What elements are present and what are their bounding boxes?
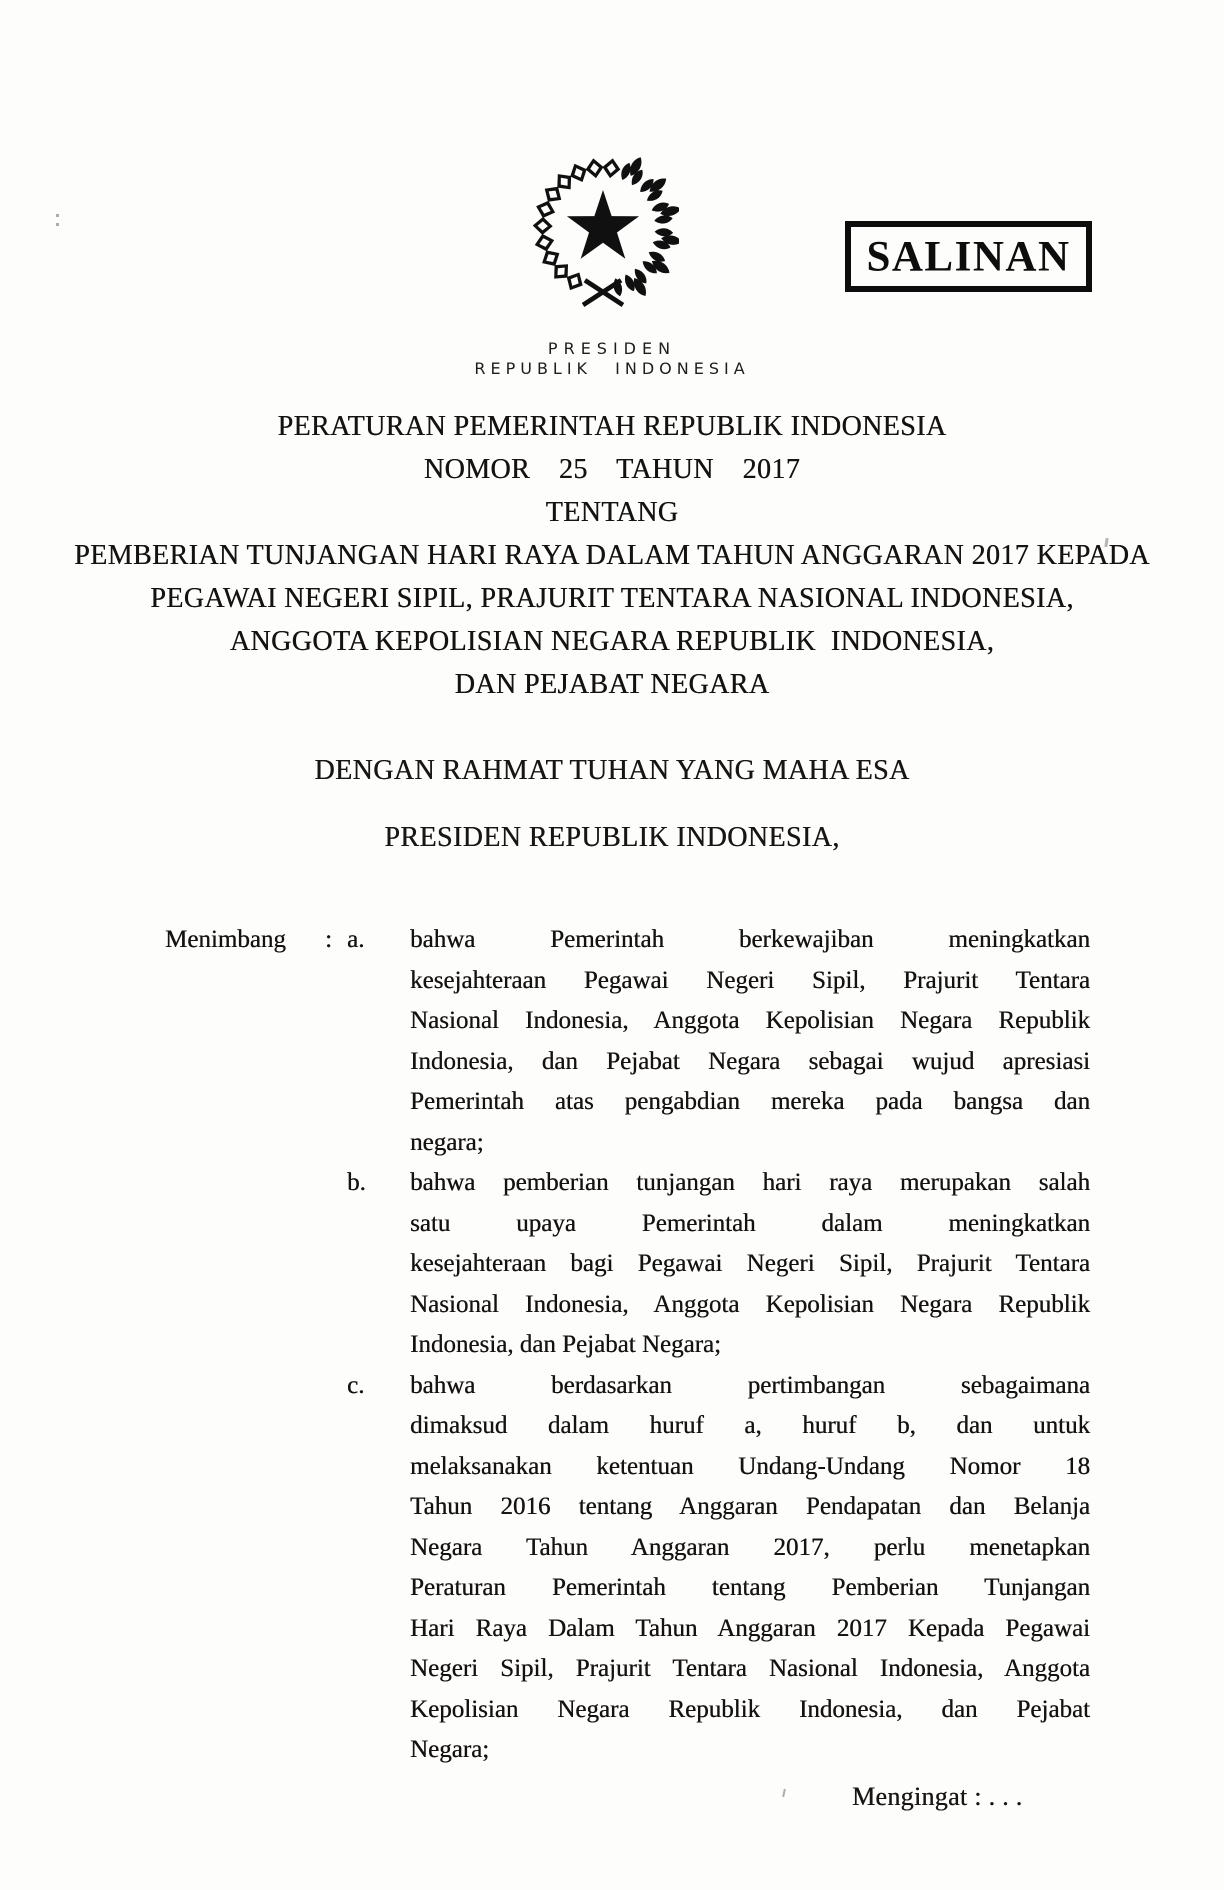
letterhead	[0, 339, 1224, 380]
text-line: Nasional Indonesia, Anggota Kepolisian Negara Republik	[410, 1290, 1090, 1318]
catchword-mengingat: Mengingat : . . .	[852, 1782, 1023, 1811]
text-line: Indonesia, dan Pejabat Negara sebagai wujud apresiasi	[410, 1047, 1090, 1075]
scan-artifact	[56, 214, 59, 217]
text-line: Peraturan Pemerintah tentang Pemberian Tunjangan	[410, 1574, 1090, 1601]
text-line: dimaksud dalam huruf a, huruf b, dan untuk	[410, 1412, 1090, 1439]
scan-artifact	[782, 1789, 786, 1797]
title-subject-line-3: ANGGOTA KEPOLISIAN NEGARA REPUBLIK INDONESIA,	[229, 626, 995, 657]
text-line: kesejahteraan Pegawai Negeri Sipil, Prajurit Tentara	[410, 966, 1090, 994]
text-line: Nasional Indonesia, Anggota Kepolisian Negara Republik	[410, 1007, 1090, 1034]
text-line: Negara;	[410, 1736, 490, 1763]
letterhead-republik-indonesia: REPUBLIK INDONESIA	[474, 359, 750, 378]
title-number: NOMOR 25 TAHUN 2017	[423, 454, 801, 485]
item-text	[410, 1366, 1090, 1771]
text-line: Pemerintah atas pengabdian mereka pada bangsa dan	[410, 1088, 1090, 1115]
text-line: Tahun 2016 tentang Anggaran Pendapatan dan Belanja	[410, 1493, 1090, 1520]
salinan-stamp	[845, 221, 1092, 292]
item-text	[410, 1163, 1090, 1366]
item-text	[410, 920, 1090, 1163]
text-line: melaksanakan ketentuan Undang-Undang Nomor 18	[410, 1452, 1090, 1480]
consideration-item-c	[165, 1366, 1090, 1771]
text-line: bahwa pemberian tunjangan hari raya merupakan salah	[410, 1169, 1090, 1196]
text-line: Hari Raya Dalam Tahun Anggaran 2017 Kepada Pegawai	[410, 1614, 1090, 1642]
title-block	[0, 405, 1224, 706]
text-line: Kepolisian Negara Republik Indonesia, dan Pejabat	[410, 1695, 1090, 1723]
title-subject-line-2: PEGAWAI NEGERI SIPIL, PRAJURIT TENTARA NASIONAL INDONESIA,	[150, 583, 1074, 614]
star-icon	[567, 190, 639, 259]
consideration-item-a	[165, 920, 1090, 1163]
title-regulation: PERATURAN PEMERINTAH REPUBLIK INDONESIA	[277, 411, 947, 442]
title-subject-line-1: PEMBERIAN TUNJANGAN HARI RAYA DALAM TAHUN ANGGARAN 2017 KEPADA	[74, 540, 1150, 571]
text-line: Negeri Sipil, Prajurit Tentara Nasional Indonesia, Anggota	[410, 1655, 1090, 1682]
title-subject-line-4: DAN PEJABAT NEGARA	[454, 669, 770, 700]
text-line: bahwa Pemerintah berkewajiban meningkatkan	[410, 926, 1090, 953]
salinan-stamp-label: SALINAN	[866, 232, 1071, 281]
letterhead-presiden: PRESIDEN	[547, 339, 677, 358]
menimbang-colon: :	[325, 926, 332, 953]
text-line: Indonesia, dan Pejabat Negara;	[410, 1331, 721, 1358]
text-line: satu upaya Pemerintah dalam meningkatkan	[410, 1209, 1090, 1237]
item-letter: c.	[347, 1371, 365, 1399]
text-line: Negara Tahun Anggaran 2017, perlu menetapkan	[410, 1533, 1090, 1561]
presidential-emblem-icon	[527, 144, 679, 312]
text-line: kesejahteraan bagi Pegawai Negeri Sipil, Prajurit Tentara	[410, 1250, 1090, 1277]
issuer-line: PRESIDEN REPUBLIK INDONESIA,	[384, 822, 840, 853]
text-line: negara;	[410, 1128, 484, 1156]
menimbang-label: Menimbang	[165, 926, 286, 953]
consideration-item-b	[165, 1163, 1090, 1366]
title-tentang: TENTANG	[545, 497, 679, 528]
text-line: bahwa berdasarkan pertimbangan sebagaimana	[410, 1371, 1090, 1399]
item-letter: b.	[347, 1169, 366, 1196]
considerations-section	[165, 920, 1090, 1771]
invocation-line: DENGAN RAHMAT TUHAN YANG MAHA ESA	[314, 755, 910, 786]
item-letter: a.	[347, 926, 365, 953]
